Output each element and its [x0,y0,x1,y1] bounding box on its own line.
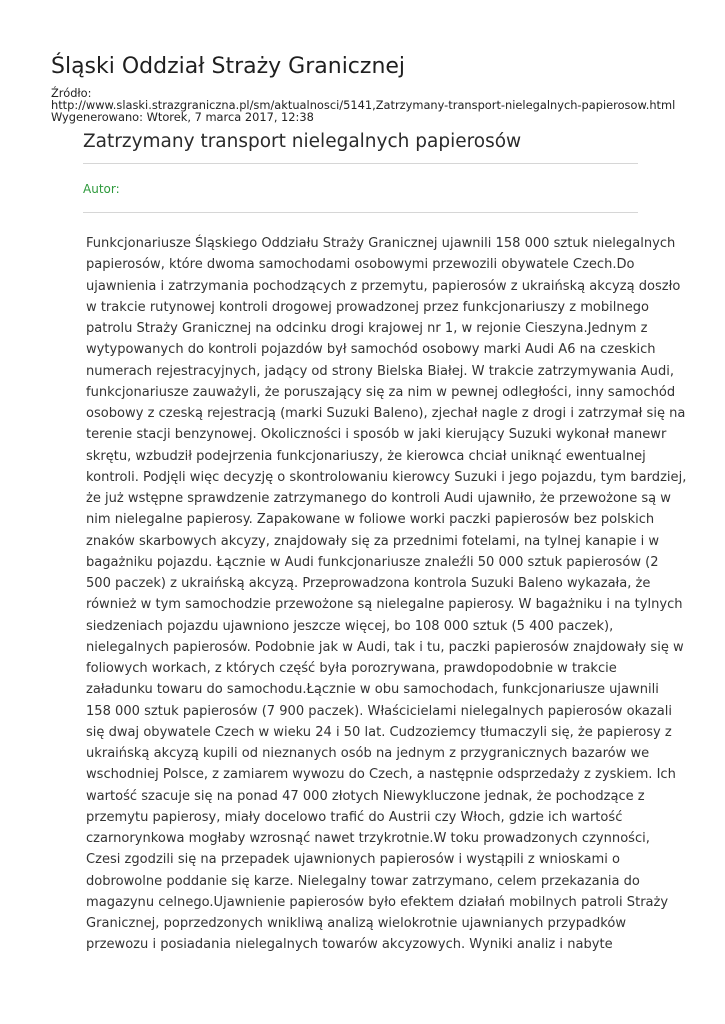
site-title: Śląski Oddział Straży Granicznej [51,54,406,79]
body-line: patrolu Straży Granicznej na odcinku drogi krajowej nr 1, w rejonie Cieszyna.Jednym z [86,321,648,336]
body-line: osobowy z czeską rejestracją (marki Suzuki Baleno), zjechał nagle z drogi i zatrzymał się na [86,406,686,421]
source-meta [51,87,675,123]
body-line: wschodniej Polsce, z zamiarem wywozu do Czech, a następnie odsprzedaży z zyskiem. Ich [86,767,676,783]
body-line: nim nielegalne papierosy. Zapakowane w foliowe worki paczki papierosów bez polskich [86,512,655,528]
body-line: dobrowolne poddanie się karze. Nielegalny towar zatrzymano, celem przekazania do [86,873,640,889]
source-label: Źródło: [51,86,92,100]
body-line: również w tym samochodzie przewożone są nielegalne papierosy. W bagażniku i na tylnych [86,597,683,613]
body-line: Granicznej, poprzedzonych wnikliwą analizą wielokrotnie ujawnianych przypadków [86,916,627,931]
article-body [86,233,687,956]
author-label: Autor: [83,182,120,196]
body-line: ujawnienia i zatrzymania pochodzących z przemytu, papierosów z ukraińską akcyzą doszło [86,278,681,294]
body-line: nielegalnych papierosów. Podobnie jak w Audi, tak i tu, paczki papierosów znajdowały się w [86,639,684,655]
body-line: 158 000 sztuk papierosów (7 900 paczek). Właścicielami nielegalnych papierosów okazali [86,703,672,719]
body-line: że już wstępne sprawdzenie zatrzymanego do kontroli Audi ujawniło, że przewożone są w [86,491,671,506]
body-line: się dwaj obywatele Czech w wieku 24 i 50 lat. Cudzoziemcy tłumaczyli się, że papierosy z [86,724,672,740]
body-line: Czesi zgodzili się na przepadek ujawnionych papierosów i wystąpili z wnioskami o [86,852,621,868]
body-line: w trakcie rutynowej kontroli drogowej prowadzonej przez funkcjonariuszy z mobilnego [86,299,649,315]
author-divider [83,212,638,213]
body-line: przewozu i posiadania nielegalnych towarów akcyzowych. Wyniki analiz i nabyte [86,937,613,953]
body-line: czarnorynkowa mogłaby wzrosnąć nawet trzykrotnie.W toku prowadzonych czynności, [86,831,650,846]
body-line: przemytu papierosy, miały docelowo trafić do Austrii czy Włoch, gdzie ich wartość [86,809,623,825]
body-line: bagażniku pojazdu. Łącznie w Audi funkcjonariusze znaleźli 50 000 sztuk papierosów (2 [86,554,659,570]
article-title: Zatrzymany transport nielegalnych papierosów [83,131,522,152]
body-line: funkcjonariusze zauważyli, że poruszający się za nim w pewnej odległości, inny samochód [86,384,676,400]
body-line: załadunku towaru do samochodu.Łącznie w obu samochodach, funkcjonariusze ujawnili [86,682,659,698]
body-line: foliowych workach, z których część była porozrywana, prawdopodobnie w trakcie [86,661,617,676]
body-line: ukraińską akcyzą kupili od nieznanych osób na jednym z przygranicznych bazarów we [86,746,650,761]
body-line: siedzeniach pojazdu ujawniono jeszcze więcej, bo 108 000 sztuk (5 400 paczek), [86,618,614,634]
body-line: wartość szacuje się na ponad 47 000 złotych Niewykluczone jednak, że pochodzące z [86,788,645,804]
body-line: znaków skarbowych akcyzy, znajdowały się za przednimi fotelami, na tylnej kanapie i w [86,533,660,549]
source-url[interactable]: http://www.slaski.strazgraniczna.pl/sm/aktualnosci/5141,Zatrzymany-transport-nielegalnych-papierosow.html [51,98,676,112]
body-line: wytypowanych do kontroli pojazdów był samochód osobowy marki Audi A6 na czeskich [86,342,656,358]
generated-date: Wygenerowano: Wtorek, 7 marca 2017, 12:38 [51,110,314,124]
body-line: kontroli. Podjęli więc decyzję o skontrolowaniu kierowcy Suzuki i jego pojazdu, tym bardziej, [86,469,687,485]
body-line: 500 paczek) z ukraińską akcyzą. Przeprowadzona kontrola Suzuki Baleno wykazała, że [86,576,651,591]
body-line: magazynu celnego.Ujawnienie papierosów było efektem działań mobilnych patroli Straży [86,894,669,910]
body-line: Funkcjonariusze Śląskiego Oddziału Straży Granicznej ujawnili 158 000 sztuk nielegalnych [86,236,676,251]
title-divider [83,163,638,164]
body-line: papierosów, które dwoma samochodami osobowymi przewozili obywatele Czech.Do [86,257,635,273]
body-line: skrętu, wzbudził podejrzenia funkcjonariuszy, że kierowca chciał uniknąć ewentualnej [86,448,646,464]
body-line: numerach rejestracyjnych, jadący od strony Bielska Białej. W trakcie zatrzymywania Audi, [86,363,674,379]
body-line: terenie stacji benzynowej. Okoliczności i sposób w jaki kierujący Suzuki wykonał manewr [86,427,667,443]
